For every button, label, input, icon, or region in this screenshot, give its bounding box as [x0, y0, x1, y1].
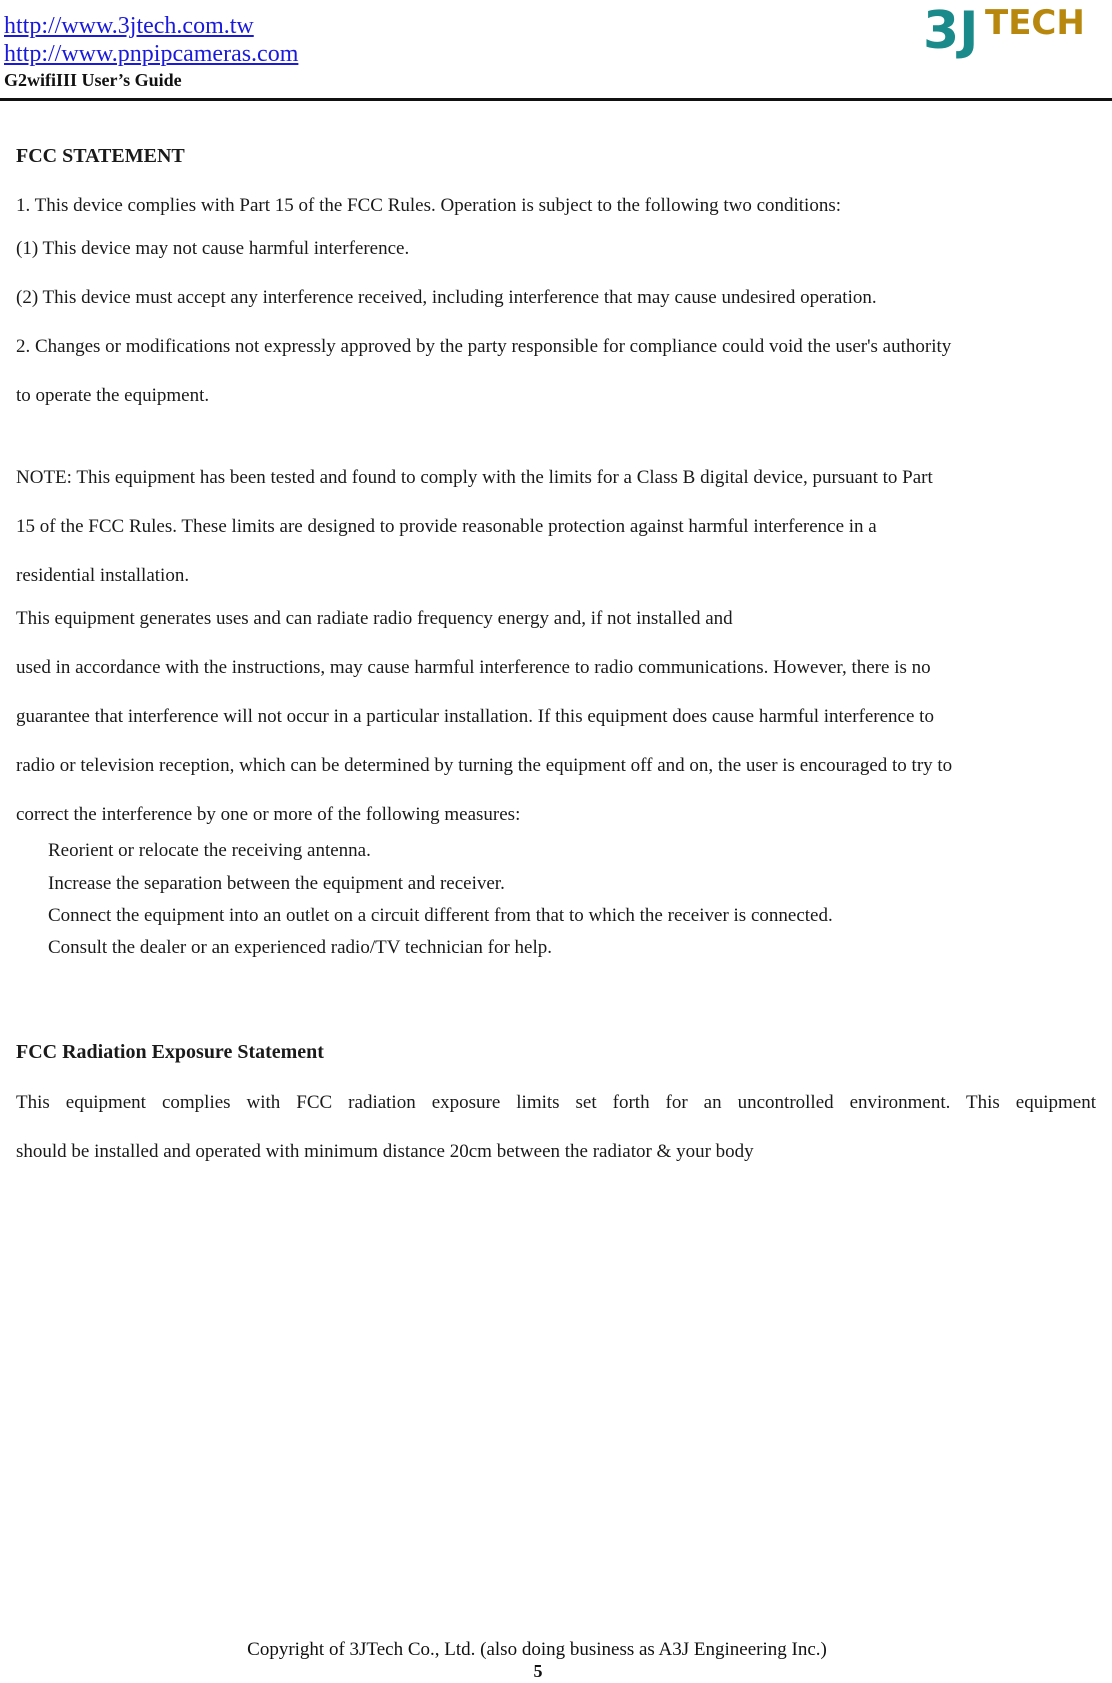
radiation-exposure-heading: FCC Radiation Exposure Statement: [16, 1041, 324, 1063]
measure-item: Consult the dealer or an experienced radio/TV technician for help.: [48, 937, 553, 958]
note-line-3: residential installation.: [16, 565, 190, 586]
note-line-1: NOTE: This equipment has been tested and found to comply with the limits for a Class B digital device, pursuant to Part: [16, 467, 933, 488]
fcc-paragraph-2-line-2: to operate the equipment.: [16, 385, 210, 406]
page-number: 5: [533, 1661, 543, 1681]
logo-text: TECH: [985, 3, 1085, 43]
3jtech-logo: [921, 0, 1085, 61]
website-link-pnpipcameras[interactable]: http://www.pnpipcameras.com: [4, 41, 299, 67]
measure-item: Reorient or relocate the receiving antenna.: [48, 840, 371, 861]
measure-item: Connect the equipment into an outlet on a circuit different from that to which the receiver is connected.: [48, 905, 833, 926]
radiation-paragraph-line-1: This equipment complies with FCC radiation exposure limits set forth for an uncontrolled environment. This equipment: [16, 1092, 1096, 1113]
page-header: [0, 0, 1112, 101]
radiation-paragraph-line-2: should be installed and operated with minimum distance 20cm between the radiator & your body: [16, 1141, 754, 1162]
note-line-2: 15 of the FCC Rules. These limits are designed to provide reasonable protection against harmful interference in a: [16, 516, 877, 537]
fcc-statement-heading: FCC STATEMENT: [16, 145, 185, 167]
guide-title: G2wifiIII User’s Guide: [4, 70, 182, 90]
equipment-paragraph-line-3: guarantee that interference will not occur in a particular installation. If this equipment does cause harmful interference to: [16, 706, 934, 727]
fcc-condition-1: (1) This device may not cause harmful interference.: [16, 238, 410, 259]
website-link-3jtech[interactable]: http://www.3jtech.com.tw: [4, 13, 254, 39]
measure-item: Increase the separation between the equipment and receiver.: [48, 873, 505, 894]
equipment-paragraph-line-1: This equipment generates uses and can radiate radio frequency energy and, if not installed and: [16, 608, 733, 629]
logo-digits: 3J: [923, 1, 979, 61]
fcc-paragraph-1: 1. This device complies with Part 15 of the FCC Rules. Operation is subject to the following two conditions:: [16, 195, 842, 216]
fcc-paragraph-2-line-1: 2. Changes or modifications not expressly approved by the party responsible for compliance could void the user's authority: [16, 336, 952, 357]
equipment-paragraph-line-4: radio or television reception, which can be determined by turning the equipment off and on, the user is encouraged to try to: [16, 755, 953, 776]
equipment-paragraph-line-2: used in accordance with the instructions, may cause harmful interference to radio communications. However, there is no: [16, 657, 931, 678]
fcc-condition-2: (2) This device must accept any interference received, including interference that may cause undesired operation.: [16, 287, 877, 308]
equipment-paragraph-line-5: correct the interference by one or more of the following measures:: [16, 804, 521, 825]
copyright-notice: Copyright of 3JTech Co., Ltd. (also doing business as A3J Engineering Inc.): [247, 1639, 827, 1660]
